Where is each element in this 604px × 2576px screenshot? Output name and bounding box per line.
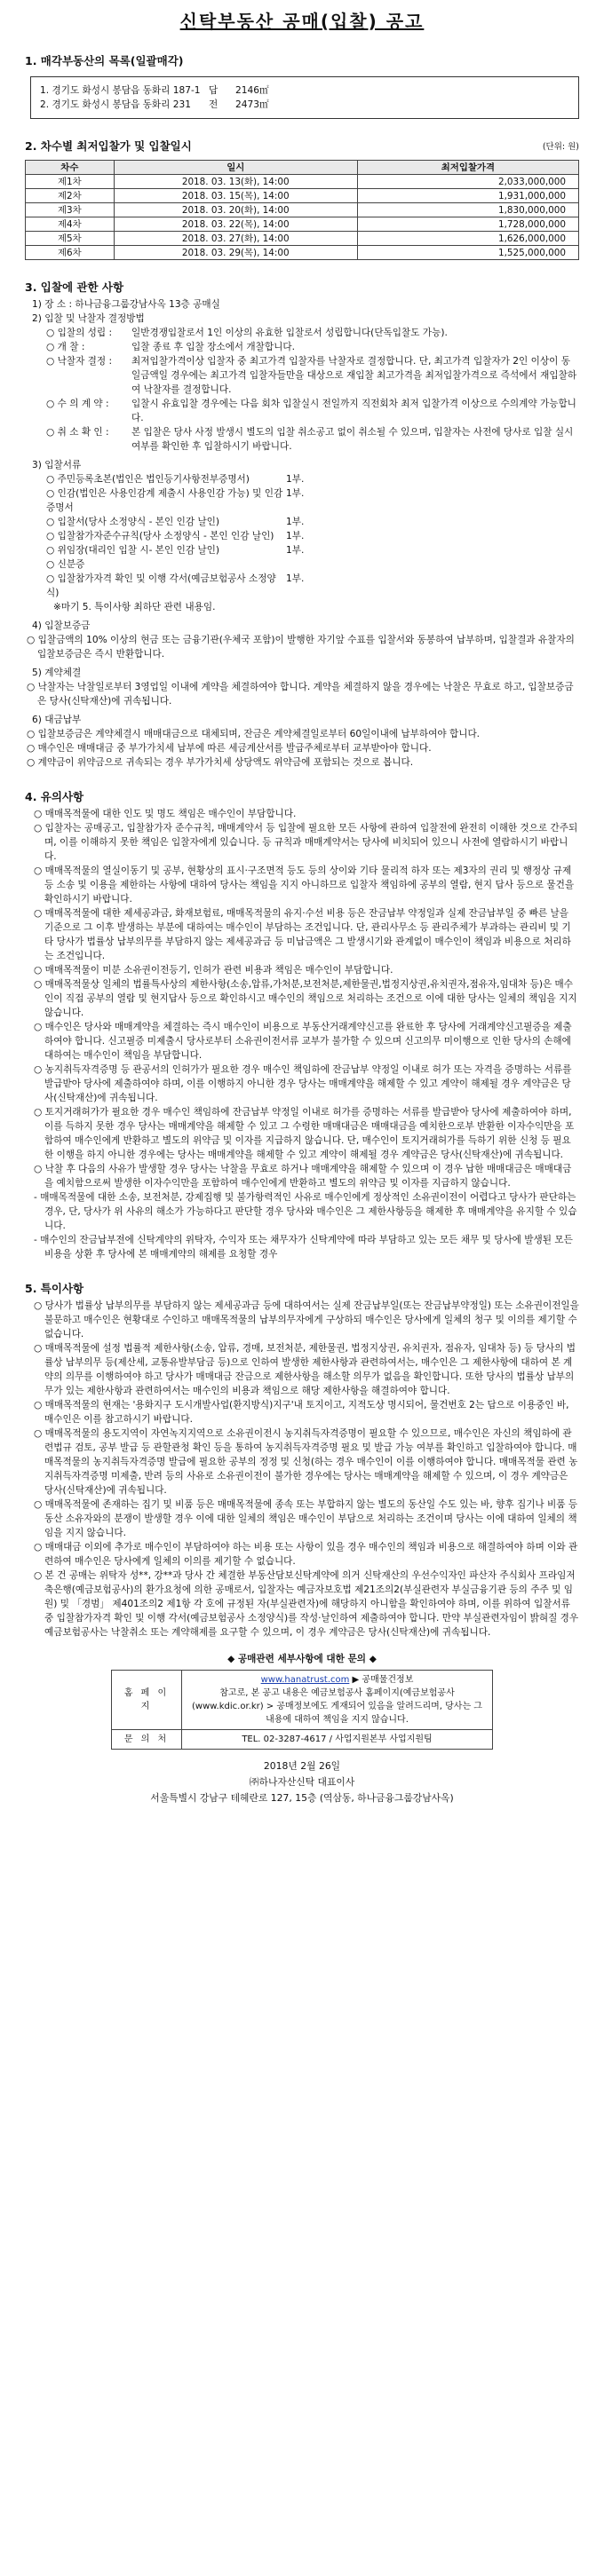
- doc-name: ○ 입찰참가자준수규칙(당사 소정양식 - 본인 인감 날인): [46, 531, 274, 541]
- doc-name: ○ 신분증: [46, 559, 85, 570]
- property-kind: 답: [209, 85, 219, 96]
- method-item: [46, 326, 579, 340]
- list-item: [46, 529, 579, 543]
- price-cell: 1,626,000,000: [357, 232, 578, 246]
- section-2-heading: 2. 차수별 최저입찰가 및 입찰일시: [25, 139, 192, 153]
- inquiry-label: 문 의 처: [112, 1730, 182, 1750]
- payment-item: ○ 입찰보증금은 계약체결시 매매대금으로 대체되며, 잔금은 계약체결일로부터 60일이내에 납부하여야 합니다.: [27, 729, 481, 739]
- doc-qty: 1부.: [286, 517, 305, 527]
- price-cell: 1,728,000,000: [357, 217, 578, 232]
- table-row: [26, 217, 579, 232]
- method-label: ○ 입찰의 성립 :: [46, 328, 113, 338]
- docs-title: 3) 입찰서류: [32, 460, 82, 470]
- date-cell: 2018. 03. 29(목), 14:00: [114, 246, 357, 260]
- section-3-heading: 3. 입찰에 관한 사항: [25, 281, 124, 294]
- caution-subitem: - 매매목적물에 대한 소송, 보전처분, 강제집행 및 불가항력적인 사유로 매수인에게 정상적인 소유권이전이 어렵다고 당사가 판단하는 경우, 단, 당사가 위 사유의 해소가 가능하다고 판단할 경우 당사와 매수인은 그 제한사항등을 해제한 후 매매계약을 유지할 수 있습니다.: [34, 1192, 577, 1231]
- property-list: [30, 76, 579, 119]
- special-item: ○ 매매목적물의 현재는 '용화지구 도시개발사업(환지방식)지구'내 토지이고, 지적도상 명시되어, 물건번호 2는 답으로 이용중인 바, 매수인은 이를 참고하시기 바랍니다.: [34, 1400, 569, 1425]
- homepage-link[interactable]: www.hanatrust.com: [260, 1675, 350, 1685]
- list-item: [46, 515, 579, 529]
- table-row: [26, 246, 579, 260]
- method-item: [46, 397, 579, 425]
- contact-box: [111, 1652, 493, 1750]
- inquiry-value: TEL. 02-3287-4617 / 사업지원본부 사업지원팀: [182, 1730, 493, 1750]
- list-item: [46, 572, 579, 600]
- caution-item: ○ 매수인은 당사와 매매계약을 체결하는 즉시 매수인이 비용으로 부동산거래계약신고를 완료한 후 당사에 거래계약신고필증을 제출하여야 합니다. 신고필증 미제출시 당사로부터 소유권이전서류 교부가 불가할 수 있으며 신고의무 미이행으로 인한 당사의 손해에 대하여는 매수인이 책임을 부담합니다.: [34, 1022, 572, 1061]
- method-item: [46, 340, 579, 354]
- table-row: [26, 232, 579, 246]
- special-item: ○ 매매목적물에 설정 법률적 제한사항(소송, 압류, 경매, 보전처분, 제한물권, 법정지상권, 유치권자, 점유자, 임대차 등) 등 당사의 법률상 납부의무 등(제산세, 교통유발부담금 등)으로 인하여 발생한 제한사항과 관련하여서는, 매수인은 그 제한사항에 대하여 본 계약의 의무를 이행하여야 하고 당사가 매매대금 잔금으로 제한사항을 해소할 의무가 없음을 확인합니다. 또한 당사의 법률상 납부의무가 있는 제한사항과 관련하여서는 매수인의 비용과 책임으로 해당 제한사항을 해결하여야 합니다.: [34, 1343, 576, 1396]
- contact-table: [111, 1670, 493, 1750]
- caution-subitem: - 매수인의 잔금납부전에 신탁계약의 위탁자, 수익자 또는 채무자가 신탁계약에 따라 부담하고 있는 모든 채무 및 당사에 발생된 모든 비용을 상환 후 당사에 본 매매계약의 해제를 요청할 경우: [34, 1235, 573, 1260]
- price-cell: 2,033,000,000: [357, 175, 578, 189]
- round-cell: 제4차: [26, 217, 115, 232]
- doc-qty: 1부.: [286, 531, 305, 541]
- property-area: 2473㎡: [235, 99, 269, 110]
- section-4-heading: 4. 유의사항: [25, 790, 84, 803]
- method-text: 일반경쟁입찰로서 1인 이상의 유효한 입찰로서 성립합니다(단독입찰도 가능).: [131, 328, 448, 338]
- date-cell: 2018. 03. 20(화), 14:00: [114, 203, 357, 217]
- homepage-note: 참고로, 본 공고 내용은 예금보험공사 홈페이지(예금보험공사(www.kdic.or.kr) > 공매정보에도 게재되어 있음을 알려드리며, 당사는 그 내용에 대하여 책임을 지지 않습니다.: [192, 1688, 482, 1725]
- method-text: 최저입찰가격이상 입찰자 중 최고가격 입찰자를 낙찰자로 결정합니다. 단, 최고가격 입찰자가 2인 이상이 동일금액일 경우에는 최고가격 입찰자들만을 대상으로 재입찰 최고가격을 최저입찰가격으로 즉석에서 재입찰하여 낙찰자를 결정합니다.: [131, 356, 577, 395]
- unit-label: (단위: 원): [542, 142, 579, 152]
- method-label: ○ 낙찰자 결정 :: [46, 356, 113, 367]
- payment-item: ○ 계약금이 위약금으로 귀속되는 경우 부가가치세 상당액도 위약금에 포함되는 것으로 봅니다.: [27, 757, 414, 768]
- column-header: 일시: [114, 161, 357, 175]
- special-item: ○ 매매대금 이외에 추가로 매수인이 부담하여야 하는 비용 또는 사항이 있을 경우 매수인의 책임과 비용으로 해결하여야 하며 이와 관련하여 매수인은 당사에게 일체의 이의를 제기할 수 없습니다.: [34, 1542, 578, 1567]
- method-label: ○ 취 소 확 인 :: [46, 427, 109, 438]
- column-header: 차수: [26, 161, 115, 175]
- date-cell: 2018. 03. 27(화), 14:00: [114, 232, 357, 246]
- property-kind: 전: [209, 99, 219, 110]
- round-cell: 제6차: [26, 246, 115, 260]
- special-item: ○ 본 건 공매는 위탁자 성**, 강**과 당사 간 체결한 부동산담보신탁계약에 의거 신탁재산의 우선수익자인 파산자 주식회사 프라임저축은행(예금보험공사)의 환가요청에 의한 공매로서, 입찰자는 예금자보호법 제21조의2(부실관련자 부실금융기관 등의 주주 및 임원) 및 「경범」 제401조의2 제1항 각 호에 규정된 자(부실관련자)에 해당하지 아니함을 확인하여야 하며, 이를 위하여 입찰서류 중 입찰참가자격 확인 및 이행 각서(예금보험공사 소정양식)를 작성·날인하여 제출하여야 합니다. 만약 부실관련자임이 밝혀질 경우 예금보험공사는 낙찰취소 또는 계약해제를 요구할 수 있으며, 이 경우 계약금은 당사(신탁재산)에 귀속됩니다.: [34, 1570, 579, 1638]
- doc-name: ○ 입찰참가자격 확인 및 이행 각서(예금보험공사 소정양식): [46, 573, 276, 598]
- date-cell: 2018. 03. 22(목), 14:00: [114, 217, 357, 232]
- caution-item: ○ 입찰자는 공매공고, 입찰참가자 준수규칙, 매매계약서 등 입찰에 필요한 모든 사항에 관하여 입찰전에 완전히 이해한 것으로 간주되며, 이를 이해하지 못한 책임은 입찰자에게 있습니다. 등 규칙과 매매계약서는 당사에 비치되어 있으니 사전에 열람하시기 바랍니다.: [34, 823, 578, 862]
- docs-list: [25, 472, 579, 614]
- method-item: [46, 354, 579, 397]
- doc-qty: 1부.: [286, 545, 305, 556]
- round-cell: 제2차: [26, 189, 115, 203]
- footer: [25, 1758, 579, 1806]
- method-label: ○ 개 찰 :: [46, 342, 85, 352]
- schedule-table: [25, 160, 579, 260]
- price-cell: 1,525,000,000: [357, 246, 578, 260]
- table-row: [26, 189, 579, 203]
- method-title: 2) 입찰 및 낙찰자 결정방법: [32, 313, 145, 324]
- deposit-text: ○ 입찰금액의 10% 이상의 현금 또는 금융기관(우체국 포함)이 발행한 자기앞 수표를 입찰서와 동봉하여 납부하며, 입찰결과 유찰자의 입찰보증금은 즉시 반환합니다.: [27, 635, 575, 660]
- date-cell: 2018. 03. 15(목), 14:00: [114, 189, 357, 203]
- list-item: [46, 472, 579, 486]
- round-cell: 제1차: [26, 175, 115, 189]
- list-item: [46, 486, 579, 515]
- round-cell: 제5차: [26, 232, 115, 246]
- company-address: 서울특별시 강남구 테헤란로 127, 15층 (역삼동, 하나금융그룹강남사옥): [150, 1792, 454, 1804]
- special-item: ○ 매매목적물의 용도지역이 자연녹지지역으로 소유권이전시 농지취득자격증명이 필요할 수 있으므로, 매수인은 자신의 책임하에 관련법규 검토, 공부 발급 등 관할관청 확인 등을 통하여 농지취득자격증명 필요 및 발급 가능 여부를 확인하고 입찰하여야 합니다. 매매목적물의 농지취득자격증명 발급에 필요한 공부의 정정 및 신청(하는 경우 매수인이 이를 이행하여야 합니다. 매매목적물 관련 농지취득자격증명 미제출, 반려 등의 사유로 소유권이전이 불가한 경우에는 당사는 매매계약을 해제할 수 있으며, 이 경우 계약금은 당사(신탁재산)에 귀속됩니다.: [34, 1428, 578, 1496]
- page-title: 신탁부동산 공매(입찰) 공고: [179, 11, 425, 32]
- table-row: [26, 203, 579, 217]
- list-item: [46, 557, 579, 572]
- method-label: ○ 수 의 계 약 :: [46, 399, 109, 409]
- method-text: 본 입찰은 당사 사정 발생시 별도의 입찰 취소공고 없이 취소될 수 있으며, 입찰자는 사전에 당사로 입찰 실시 여부를 확인한 후 입찰하시기 바랍니다.: [131, 427, 574, 452]
- contract-title: 5) 계약체결: [32, 668, 82, 678]
- special-item: ○ 매매목적물에 존재하는 집기 및 비품 등은 매매목적물에 종속 또는 부합하지 않는 별도의 동산일 수도 있는 바, 향후 집기나 비품 등 동산 소유자와의 분쟁이 발생할 경우 이에 대한 일체의 책임은 매수인이 부담으로 처리하는 조건이며 당사는 이에 대하여 일체의 책임을 지지 않습니다.: [34, 1499, 578, 1538]
- doc-qty: 1부.: [286, 488, 305, 499]
- property-area: 2146㎡: [235, 85, 269, 96]
- caution-item: ○ 매매목적물상 일체의 법률특사상의 제한사항(소송,압류,가처분,보전처분,제한물권,법정지상권,유치권자,점유자,임대차 등)은 매수인이 직접 공부의 열람 및 현지답사 등으로 확인하시고 매수인의 책임으로 처리하는 조건으로 이에 대한 당사는 일체의 책임을 지지 않습니다.: [34, 979, 577, 1018]
- contact-heading: ◆ 공매관련 세부사항에 대한 문의 ◆: [227, 1654, 377, 1664]
- caution-item: ○ 매매목적물이 미분 소유권이전등기, 인허가 관련 비용과 책임은 매수인이 부담합니다.: [34, 965, 393, 976]
- payment-item: ○ 매수인은 매매대금 중 부가가치세 납부에 따른 세금계산서를 발급주체로부터 교부받아야 합니다.: [27, 743, 432, 754]
- notice-date: 2018년 2월 26일: [263, 1760, 341, 1772]
- table-row: [26, 175, 579, 189]
- method-text: 입찰 종료 후 입찰 장소에서 개찰합니다.: [131, 342, 295, 352]
- method-text: 입찰시 유효입찰 경우에는 다음 회차 입찰실시 전일까지 직전회차 최저 입찰가격 이상으로 수의계약 가능합니다.: [131, 399, 576, 423]
- doc-name: ○ 입찰서(당사 소정양식 - 본인 인감 날인): [46, 517, 220, 527]
- price-cell: 1,931,000,000: [357, 189, 578, 203]
- contract-text: ○ 낙찰자는 낙찰일로부터 3영업일 이내에 계약을 체결하여야 합니다. 계약을 체결하지 않을 경우에는 낙찰은 무효로 하고, 입찰보증금은 당사(신탁재산)에 귀속됩니다.: [27, 682, 574, 707]
- property-item: [40, 83, 569, 98]
- schedule-header-row: [26, 161, 579, 175]
- special-item: ○ 당사가 법률상 납부의무를 부담하지 않는 제세공과금 등에 대하여서는 실제 잔금납부일(또는 잔금납부약정일) 또는 소유권이전일을 불문하고 매수인은 현황대로 수인하고 매매목적물의 납부의무자에게 구상하되 매수인은 당사에게 일체의 청구 및 이의를 제기할 수 없습니다.: [34, 1300, 579, 1339]
- doc-qty: 1부.: [286, 573, 305, 584]
- caution-item: ○ 농지취득자격증명 등 관공서의 인허가가 필요한 경우 매수인 책임하에 잔금납부 약정일 이내로 허가 또는 자격을 증명하는 서류를 발급받아 당사에 제출하여야 하며, 이를 이행하지 아니한 경우 당사는 매매계약을 해제할 수 있고 계약이 해제될 경우 계약금은 당사(신탁재산)에 귀속됩니다.: [34, 1064, 572, 1103]
- doc-name: ○ 인감(법인은 사용인감계 제출시 사용인감 가능) 및 인감증명서: [46, 488, 283, 513]
- deposit-title: 4) 입찰보증금: [32, 620, 91, 631]
- caution-item: ○ 매매목적물의 열실이동기 및 공부, 현황상의 표시·구조면적 등도 등의 상이와 기타 물리적 하자 또는 제3자의 권리 및 행정상 규제 등 소송 및 이용을 제한하는 사항에 대하여 당사는 책임을 지지 아니하므로 입찰자 책임하에 공부의 열람, 현지 답사 등으로 물건을 확인하시기 바랍니다.: [34, 865, 575, 905]
- section-5-heading: 5. 특이사항: [25, 1282, 84, 1295]
- company-name: ㈜하나자산신탁 대표이사: [249, 1776, 355, 1788]
- list-item: [46, 543, 579, 557]
- doc-name: ○ 위임장(대리인 입찰 시- 본인 인감 날인): [46, 545, 220, 556]
- method-item: [46, 425, 579, 454]
- homepage-label: 홈 페 이 지: [112, 1671, 182, 1730]
- property-address: 1. 경기도 화성시 봉담읍 동화리 187-1: [40, 85, 201, 96]
- bid-place: 1) 장 소 : 하나금융그룹강남사옥 13층 공매실: [32, 299, 220, 310]
- caution-item: ○ 매매목적물에 대한 제세공과금, 화재보험료, 매매목적물의 유지·수선 비용 등은 잔금납부 약정일과 실제 잔금납부일 중 빠른 날을 기준으로 그 이후 발생하는 부분에 대하여는 매수인이 부담하는 조건입니다. 단, 관리사무소 등 관리주체가 부과하는 관리비 및 기타 당사가 법률상 납부의무를 부담하지 않는 제세공과금 등 미납금액은 그 발생시기와 관계없이 매수인이 책임과 비용으로 처리하는 조건입니다.: [34, 908, 571, 961]
- docs-note: ※마기 5. 특이사항 최하단 관련 내용임.: [53, 602, 216, 612]
- table-row: [112, 1671, 493, 1730]
- section-1-heading: 1. 매각부동산의 목록(일괄매각): [25, 54, 184, 67]
- homepage-cell: [182, 1671, 493, 1730]
- table-row: [112, 1730, 493, 1750]
- doc-qty: 1부.: [286, 474, 305, 485]
- doc-name: ○ 주민등록초본(법인은 법인등기사항전부증명서): [46, 474, 250, 485]
- caution-item: ○ 토지거래허가가 필요한 경우 매수인 책임하에 잔금납부 약정일 이내로 허가를 증명하는 서류를 발급받아 당사에 제출하여야 하며, 이를 득하지 못한 경우 당사는 매매계약을 해제할 수 있고 그 수령한 매매대금은 매매대금을 예치한으로부 반환한 이자수익만을 포함하여 매수인에게 반환하고 별도의 위약금 및 이자를 지급하지 않습니다. 단, 매수인이 토지거래허가를 득하기 위한 신청 등 필요한 이행을 하지 아니한 경우에는 당사는 매매계약을 해제할 수 있고 계약이 해제될 경우 계약금은 당사(신탁재산)에 귀속됩니다.: [34, 1107, 575, 1160]
- column-header: 최저입찰가격: [357, 161, 578, 175]
- price-cell: 1,830,000,000: [357, 203, 578, 217]
- property-item: [40, 98, 569, 112]
- caution-item: ○ 매매목적물에 대한 인도 및 명도 책임은 매수인이 부담합니다.: [34, 809, 297, 819]
- homepage-menu: ▶ 공매물건정보: [352, 1675, 414, 1685]
- round-cell: 제3차: [26, 203, 115, 217]
- date-cell: 2018. 03. 13(화), 14:00: [114, 175, 357, 189]
- property-address: 2. 경기도 화성시 봉담읍 동화리 231: [40, 99, 191, 110]
- payment-title: 6) 대금납부: [32, 715, 82, 725]
- caution-item: ○ 낙찰 후 다음의 사유가 발생할 경우 당사는 낙찰을 무효로 하거나 매매계약을 해제할 수 있으며 이 경우 납한 매매대금은 매매대금을 예치함으로써 발생한 이자수익만을 포함하여 매수인에게 반환하고 별도의 위약금 및 이자를 지급하지 않습니다.: [34, 1164, 572, 1189]
